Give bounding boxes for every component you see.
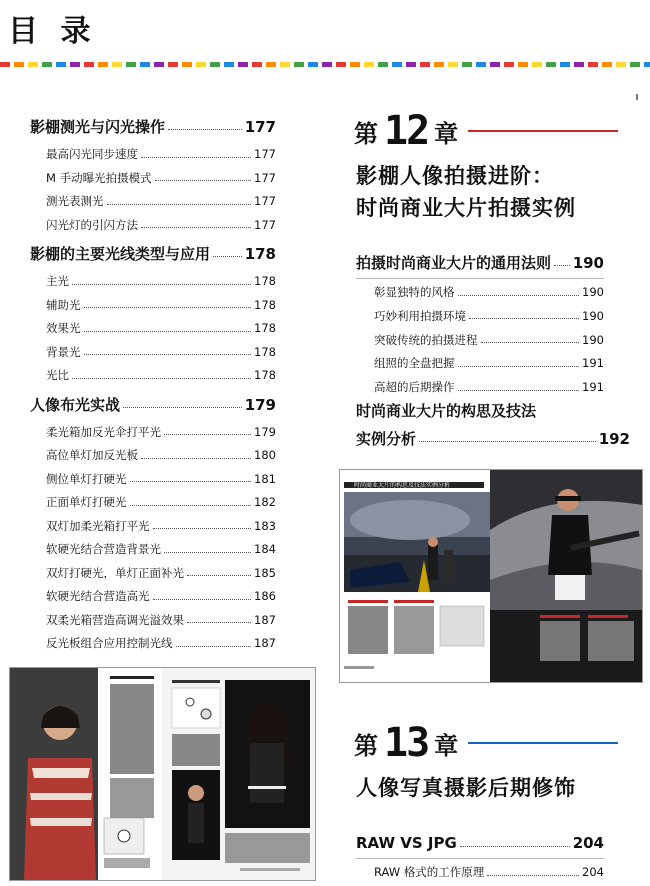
toc-entry-text: 辅助光	[46, 297, 81, 312]
toc-entry-page: 178	[254, 274, 276, 288]
toc-leader-dots	[153, 599, 252, 600]
toc-entry[interactable]	[46, 518, 276, 534]
toc-entry-text: 人像布光实战	[30, 395, 121, 414]
toc-entry-text: 实例分析	[356, 430, 417, 448]
toc-entry-text: 巧妙利用拍摄环境	[374, 308, 466, 323]
toc-entry-page: 179	[254, 424, 276, 439]
toc-entry[interactable]	[374, 355, 604, 371]
toc-entry-text: 高位单灯加反光板	[46, 448, 138, 462]
toc-divider	[356, 858, 604, 859]
toc-entry[interactable]	[46, 565, 276, 581]
chapter-12-heading	[354, 108, 618, 154]
toc-entry[interactable]	[46, 635, 276, 651]
chapter-suffix: 章	[434, 119, 459, 148]
toc-leader-dots	[141, 157, 251, 158]
toc-entry[interactable]	[46, 344, 276, 360]
toc-entry[interactable]	[374, 379, 604, 395]
toc-entry-text: 拍摄时尚商业大片的通用法则	[356, 254, 552, 272]
toc-entry-page: 178	[254, 344, 276, 359]
toc-entry[interactable]	[374, 332, 604, 348]
chapter-12-title-line2: 时尚商业大片拍摄实例	[356, 196, 576, 220]
toc-leader-dots	[130, 481, 252, 482]
toc-entry-text: RAW VS JPG	[356, 834, 457, 852]
toc-leader-dots	[72, 378, 251, 379]
toc-entry-text: 影棚测光与闪光操作	[30, 118, 166, 136]
chapter-suffix: 章	[434, 731, 459, 760]
toc-entry-page: 178	[254, 368, 276, 382]
rainbow-dashed-divider	[0, 62, 650, 67]
toc-entry-page: 204	[582, 865, 604, 879]
toc-entry-text: 双柔光箱营造高调光溢效果	[46, 612, 184, 627]
chapter-number: 12	[384, 108, 429, 154]
toc-entry-text: 软硬光结合营造背景光	[46, 542, 161, 556]
toc-entry[interactable]	[30, 394, 276, 415]
toc-leader-dots	[554, 265, 570, 266]
toc-entry-text: 双灯打硬光，单灯正面补光	[46, 565, 184, 580]
toc-entry-page: 178	[244, 245, 276, 263]
toc-leader-dots	[458, 390, 580, 391]
toc-entry-page: 204	[572, 834, 604, 852]
toc-entry[interactable]	[46, 146, 276, 162]
toc-entry-text: 高超的后期操作	[374, 380, 455, 395]
toc-entry-page: 190	[582, 308, 604, 323]
toc-entry[interactable]	[46, 273, 276, 289]
toc-entry-page: 181	[254, 471, 276, 486]
toc-leader-dots	[458, 366, 580, 367]
toc-leader-dots	[155, 180, 251, 181]
toc-leader-dots	[469, 318, 579, 319]
toc-entry[interactable]	[46, 447, 276, 463]
toc-entry[interactable]	[30, 243, 276, 264]
toc-entry-page: 186	[254, 589, 276, 603]
toc-entry[interactable]	[46, 424, 276, 440]
toc-entry-text: 双灯加柔光箱打平光	[46, 518, 150, 533]
toc-entry-page: 190	[582, 285, 604, 299]
toc-entry-text: M 手动曝光拍摄模式	[46, 170, 152, 185]
toc-entry-page: 187	[254, 612, 276, 627]
toc-leader-dots	[72, 284, 251, 285]
toc-entry-page: 182	[254, 495, 276, 509]
toc-entry-text: 影棚的主要光线类型与应用	[30, 245, 211, 263]
spread-header-text: 时尚商业大片的构思及技法实例分析	[354, 482, 451, 489]
chapter-12-title-line1: 影棚人像拍摄进阶：	[356, 164, 554, 188]
toc-entry-text: 反光板组合应用控制光线	[46, 636, 173, 650]
toc-entry[interactable]	[46, 588, 276, 604]
toc-entry-page: 177	[254, 217, 276, 232]
toc-entry-text: RAW 格式的工作原理	[374, 865, 485, 879]
toc-leader-dots	[164, 434, 251, 435]
toc-leader-dots	[84, 307, 252, 308]
toc-entry-page: 190	[572, 254, 604, 272]
toc-leader-dots	[153, 528, 252, 529]
toc-entry-text: 测光表测光	[46, 194, 104, 208]
toc-entry-page: 192	[598, 430, 630, 448]
chapter-12-extra-line1: 时尚商业大片的构思及技法	[356, 402, 537, 420]
toc-entry-text: 闪光灯的引闪方法	[46, 217, 138, 232]
chapter-13-accent-line	[468, 742, 618, 744]
chapter-number: 13	[384, 720, 429, 766]
toc-entry-text: 组照的全盘把握	[374, 356, 455, 371]
toc-entry[interactable]	[46, 367, 276, 383]
toc-entry-text: 光比	[46, 368, 69, 382]
toc-leader-dots	[130, 505, 252, 506]
toc-entry[interactable]	[356, 834, 604, 852]
toc-entry-text: 突破传统的拍摄进程	[374, 332, 478, 347]
toc-entry-page: 178	[254, 297, 276, 312]
toc-entry-text: 最高闪光同步速度	[46, 147, 138, 161]
toc-entry[interactable]	[46, 170, 276, 186]
toc-leader-dots	[123, 407, 242, 408]
toc-entry[interactable]	[46, 320, 276, 336]
toc-entry-text: 侧位单灯打硬光	[46, 471, 127, 486]
toc-entry[interactable]	[374, 864, 604, 880]
chapter-12-accent-line	[468, 130, 618, 132]
toc-entry-page: 191	[582, 356, 604, 371]
toc-entry[interactable]	[46, 541, 276, 557]
toc-entry-page: 177	[254, 194, 276, 208]
toc-leader-dots	[460, 846, 570, 847]
toc-entry[interactable]	[30, 116, 276, 137]
toc-entry[interactable]	[356, 252, 604, 273]
toc-entry-text: 正面单灯打硬光	[46, 495, 127, 509]
toc-entry-page: 179	[244, 395, 276, 414]
chapter-prefix: 第	[354, 119, 378, 148]
toc-entry-page: 180	[254, 448, 276, 462]
toc-leader-dots	[141, 458, 251, 459]
toc-leader-dots	[481, 342, 580, 343]
chapter-11-sample-spread-image	[10, 668, 315, 880]
toc-leader-dots	[187, 575, 251, 576]
toc-leader-dots	[107, 204, 252, 205]
edge-mark	[636, 94, 638, 100]
chapter-prefix: 第	[354, 731, 378, 760]
toc-entry[interactable]	[374, 308, 604, 324]
toc-entry-text: 软硬光结合营造高光	[46, 589, 150, 603]
toc-entry-page: 178	[254, 321, 276, 335]
page-title: 目 录	[8, 14, 97, 49]
toc-entry-text: 效果光	[46, 321, 81, 335]
toc-entry[interactable]	[374, 284, 604, 300]
toc-entry-page: 191	[582, 380, 604, 395]
toc-leader-dots	[176, 646, 252, 647]
toc-leader-dots	[84, 331, 252, 332]
toc-entry[interactable]	[46, 217, 276, 233]
toc-entry-page: 177	[254, 147, 276, 161]
toc-entry[interactable]	[46, 612, 276, 628]
toc-divider	[356, 278, 604, 279]
toc-entry[interactable]	[356, 428, 630, 449]
toc-entry[interactable]	[46, 471, 276, 487]
toc-entry-page: 190	[582, 332, 604, 347]
toc-leader-dots	[187, 622, 251, 623]
toc-leader-dots	[458, 295, 580, 296]
toc-entry-text: 柔光箱加反光伞打平光	[46, 424, 161, 439]
toc-entry-page: 183	[254, 518, 276, 533]
toc-leader-dots	[84, 354, 252, 355]
chapter-13-heading	[354, 720, 618, 766]
toc-entry[interactable]	[46, 494, 276, 510]
chapter-13-title: 人像写真摄影后期修饰	[356, 776, 576, 800]
toc-entry[interactable]	[46, 297, 276, 313]
toc-entry-page: 185	[254, 565, 276, 580]
toc-entry-text: 背景光	[46, 344, 81, 359]
toc-leader-dots	[164, 552, 251, 553]
toc-entry-page: 184	[254, 542, 276, 556]
chapter-12-sample-spread-image	[340, 470, 642, 682]
toc-leader-dots	[141, 227, 251, 228]
toc-leader-dots	[168, 129, 242, 130]
toc-entry-page: 177	[254, 170, 276, 185]
toc-entry-page: 187	[254, 636, 276, 650]
toc-leader-dots	[487, 875, 579, 876]
toc-entry[interactable]	[46, 193, 276, 209]
toc-entry-text: 主光	[46, 274, 69, 288]
toc-entry-page: 177	[244, 118, 276, 136]
toc-leader-dots	[213, 256, 242, 257]
toc-leader-dots	[419, 441, 596, 442]
toc-entry-text: 彰显独特的风格	[374, 285, 455, 299]
